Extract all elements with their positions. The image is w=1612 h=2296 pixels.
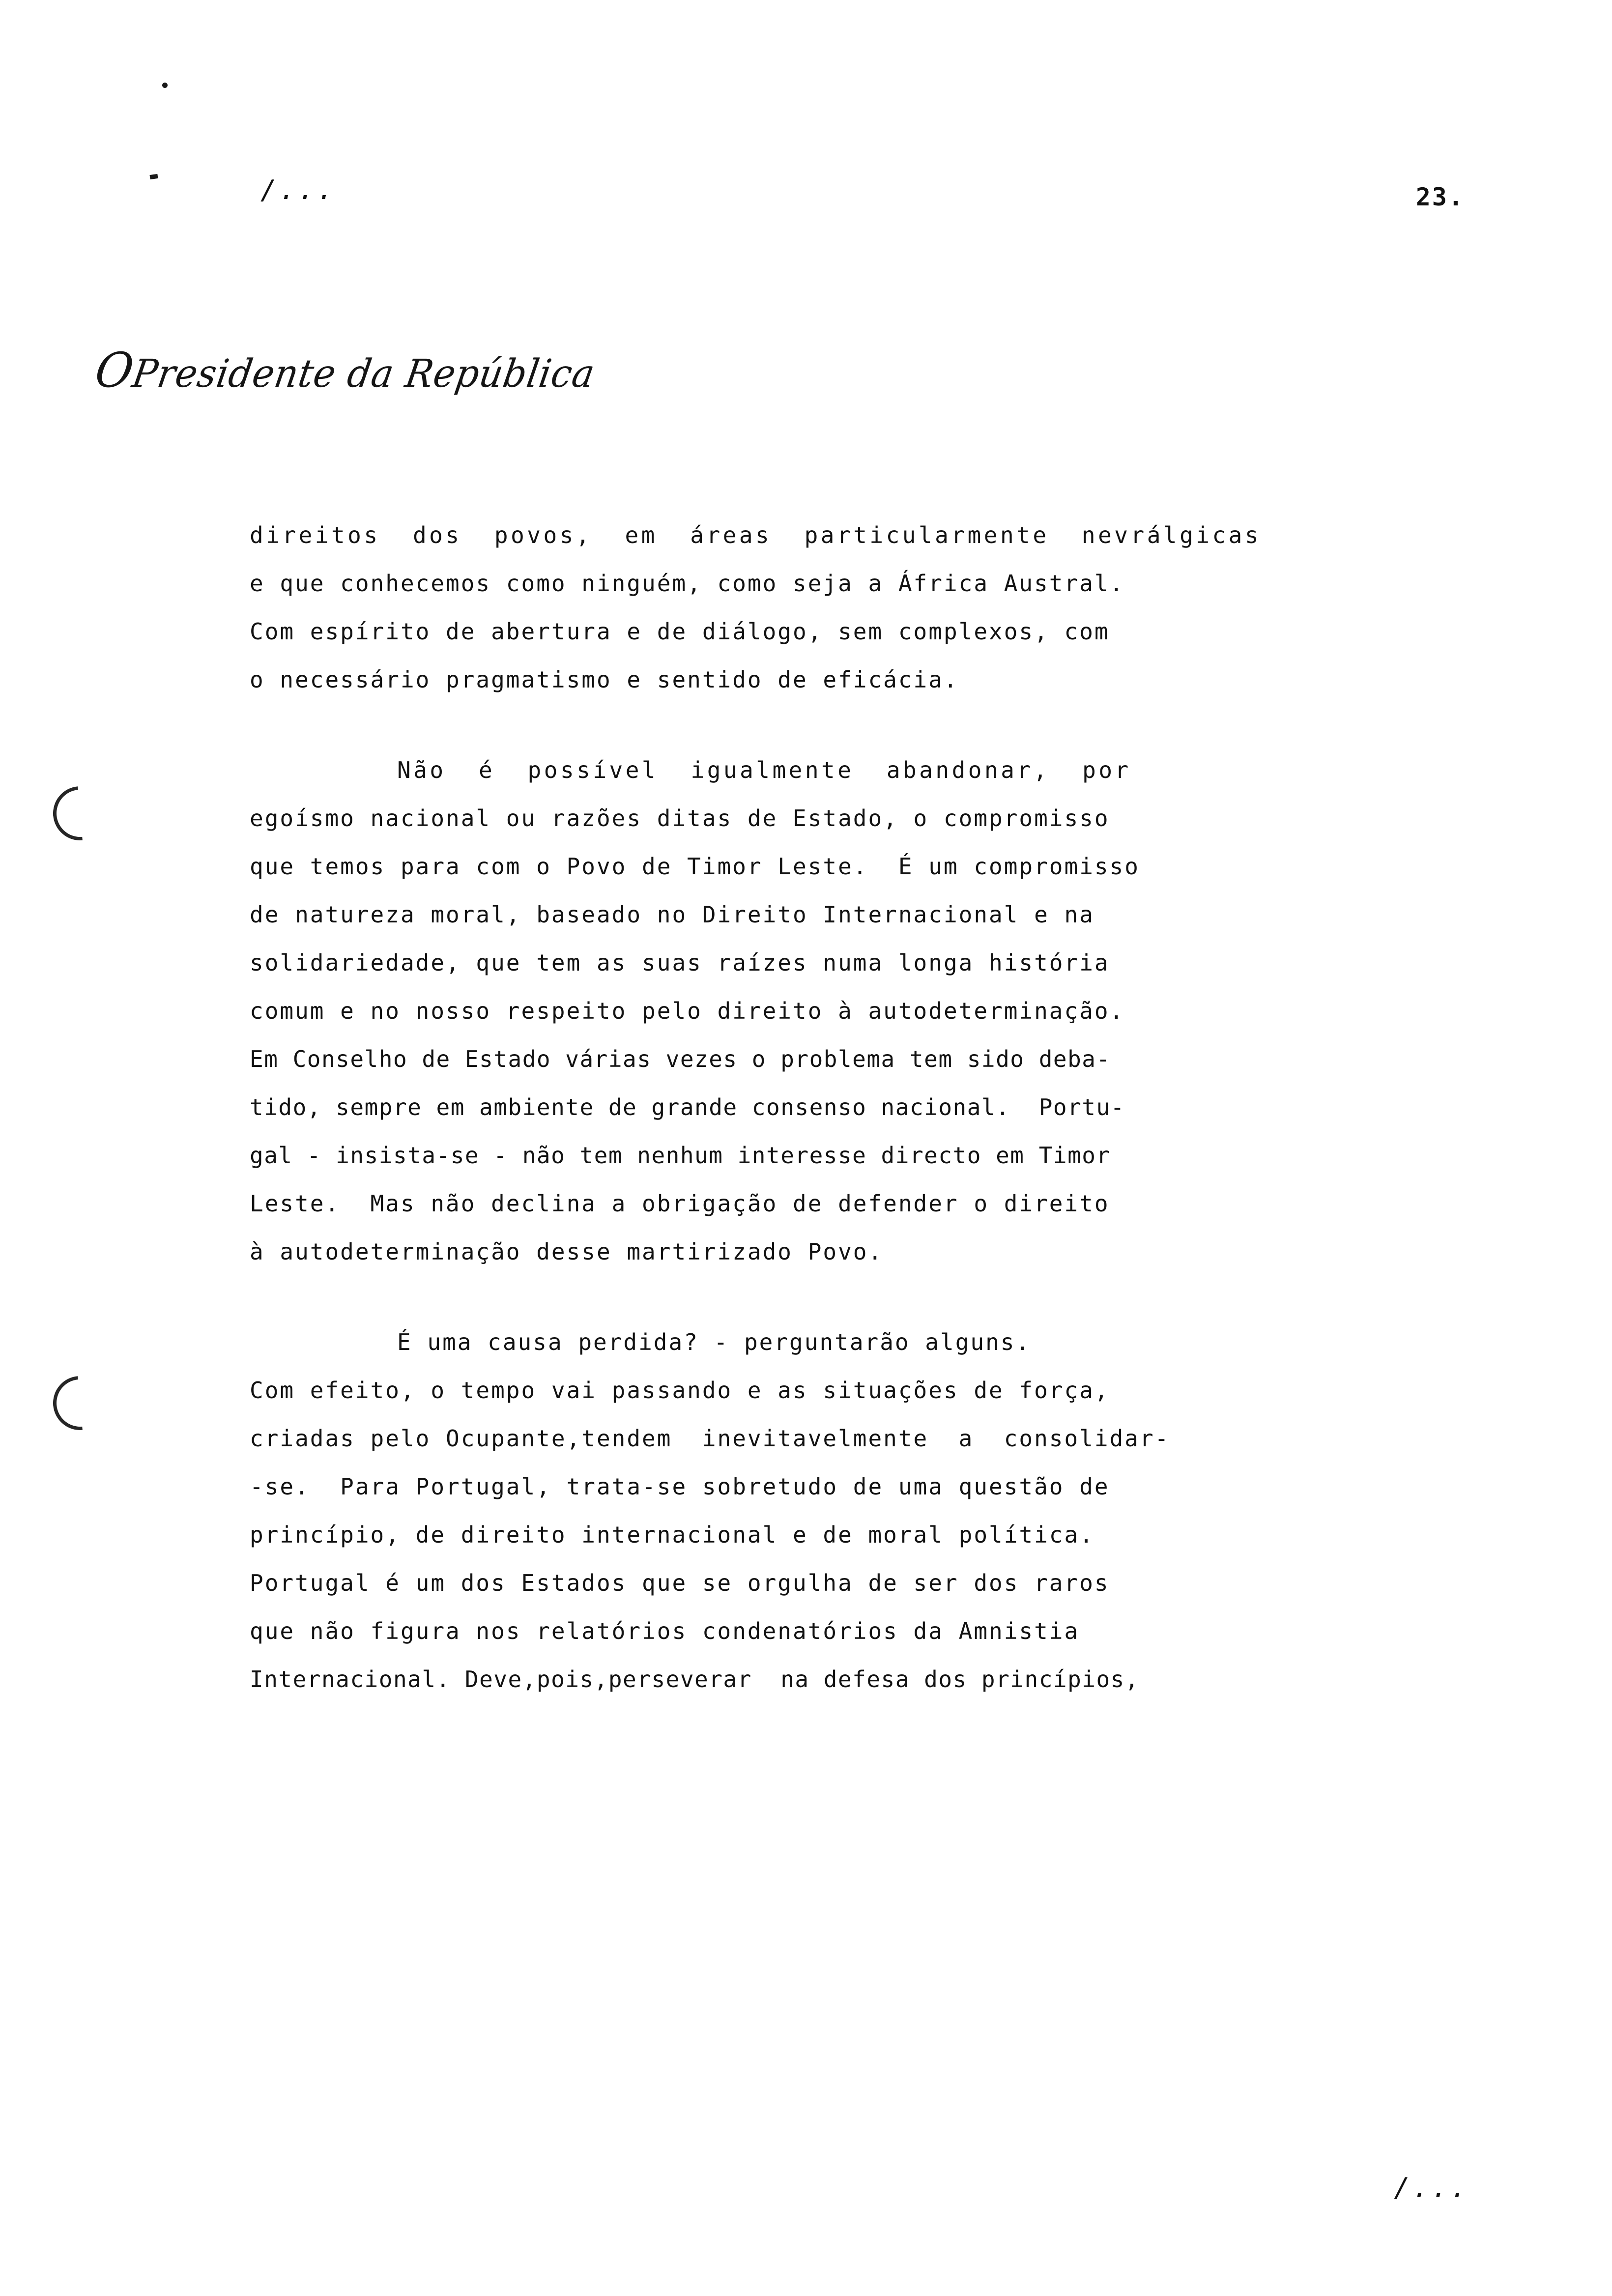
text-line: comum e no nosso respeito pelo direito à autodeterminação. xyxy=(250,998,1125,1024)
text-line: Com espírito de abertura e de diálogo, sem complexos, com xyxy=(250,618,1110,645)
text-line: É uma causa perdida? - perguntarão alguns. xyxy=(397,1329,1031,1355)
text-line: gal - insista-se - não tem nenhum interesse directo em Timor xyxy=(250,1142,1111,1169)
letterhead-text: Presidente da República xyxy=(129,351,598,396)
letterhead xyxy=(91,343,600,398)
paragraph-2 xyxy=(250,746,1429,1276)
ink-dash-icon xyxy=(149,174,158,179)
text-line: criadas pelo Ocupante,tendem inevitavelmente a consolidar- xyxy=(250,1425,1170,1452)
page-number: 23. xyxy=(1415,183,1465,211)
text-line: à autodeterminação desse martirizado Povo. xyxy=(250,1238,884,1265)
text-line: direitos dos povos, em áreas particularmente nevrálgicas xyxy=(250,522,1262,548)
continuation-mark-bottom: /... xyxy=(1393,2172,1469,2203)
text-line: Não é possível igualmente abandonar, por xyxy=(397,757,1131,783)
text-line: solidariedade, que tem as suas raízes numa longa história xyxy=(250,949,1110,976)
continuation-mark-top: /... xyxy=(260,174,337,205)
ink-speck-icon xyxy=(162,83,168,88)
text-line: -se. Para Portugal, trata-se sobretudo de uma questão de xyxy=(250,1473,1110,1500)
text-line: de natureza moral, baseado no Direito Internacional e na xyxy=(250,901,1094,928)
text-line: princípio, de direito internacional e de moral política. xyxy=(250,1521,1094,1548)
paragraph-3 xyxy=(250,1318,1429,1703)
letterhead-initial: O xyxy=(91,342,138,399)
document-body xyxy=(250,511,1429,1703)
paragraph-1 xyxy=(250,511,1429,704)
text-line: que não figura nos relatórios condenatórios da Amnistia xyxy=(250,1618,1080,1644)
text-line: Internacional. Deve,pois,perseverar na defesa dos princípios, xyxy=(250,1666,1140,1693)
text-line: o necessário pragmatismo e sentido de eficácia. xyxy=(250,666,959,693)
hole-punch-icon xyxy=(42,1365,118,1441)
text-line: Portugal é um dos Estados que se orgulha de ser dos raros xyxy=(250,1570,1110,1596)
text-line: e que conhecemos como ninguém, como seja a África Austral. xyxy=(250,570,1125,597)
text-line: Em Conselho de Estado várias vezes o problema tem sido deba- xyxy=(250,1046,1111,1072)
text-line: Leste. Mas não declina a obrigação de defender o direito xyxy=(250,1190,1110,1217)
text-line: Com efeito, o tempo vai passando e as situações de força, xyxy=(250,1377,1110,1404)
text-line: tido, sempre em ambiente de grande consenso nacional. Portu- xyxy=(250,1094,1125,1120)
hole-punch-icon xyxy=(42,775,118,852)
text-line: que temos para com o Povo de Timor Leste. É um compromisso xyxy=(250,853,1140,880)
text-line: egoísmo nacional ou razões ditas de Estado, o compromisso xyxy=(250,805,1110,832)
